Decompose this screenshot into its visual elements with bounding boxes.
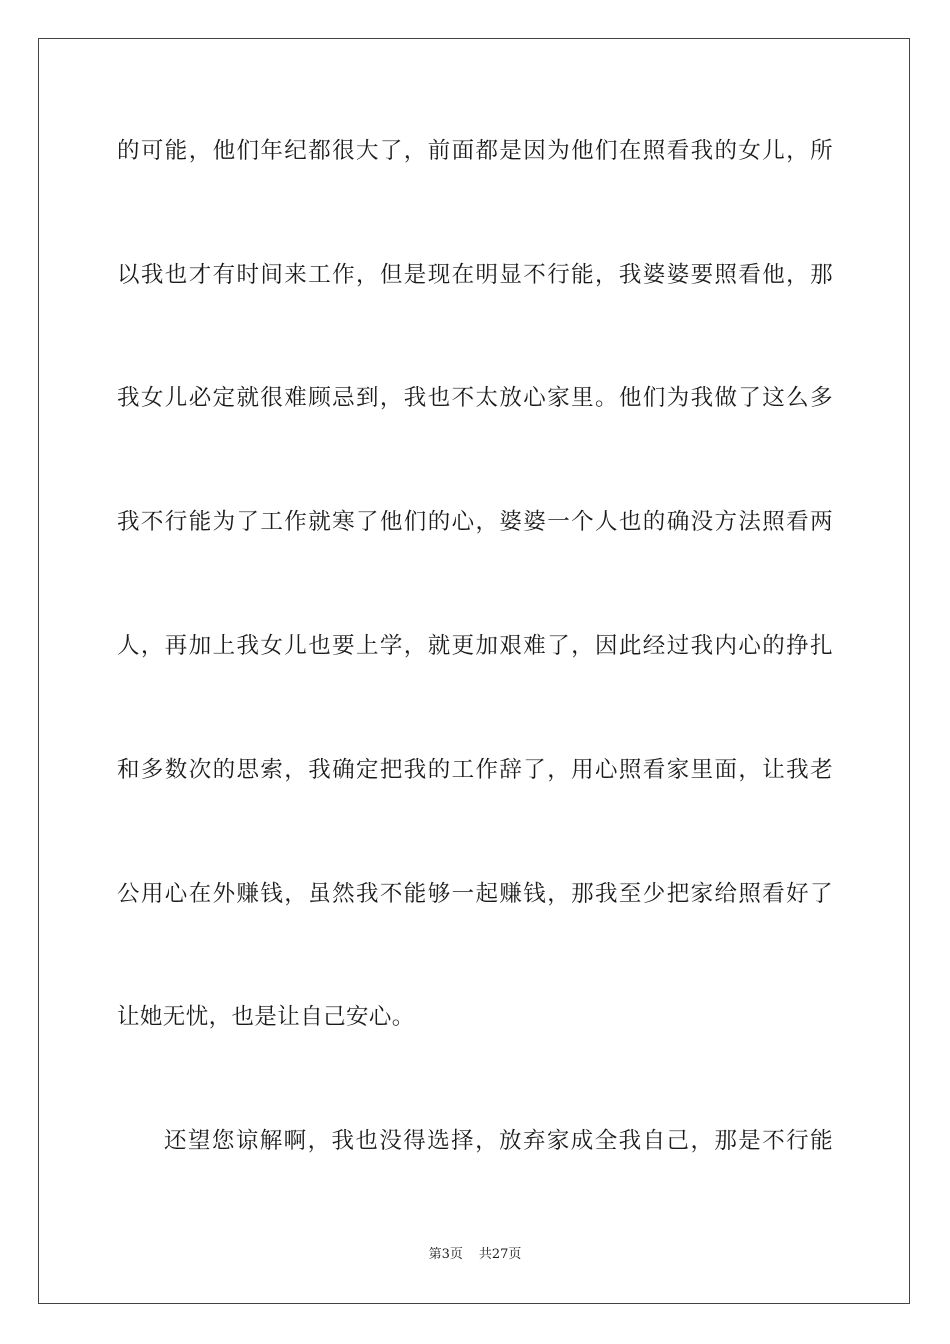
current-page-number: 第3页 bbox=[428, 1247, 463, 1262]
body-text-paragraph-start: 还望您谅解啊，我也没得选择，放弃家成全我自己，那是不行能 bbox=[164, 1128, 833, 1154]
body-text-line-4: 我不行能为了工作就寒了他们的心，婆婆一个人也的确没方法照看两 bbox=[117, 509, 833, 535]
body-text-line-7: 公用心在外赚钱，虽然我不能够一起赚钱，那我至少把家给照看好了 bbox=[117, 881, 833, 907]
page-footer bbox=[0, 1246, 950, 1264]
page-border bbox=[38, 38, 910, 1304]
total-page-count: 共27页 bbox=[478, 1247, 522, 1262]
body-text-line-6: 和多数次的思索，我确定把我的工作辞了，用心照看家里面，让我老 bbox=[117, 757, 833, 783]
body-text-line-8: 让她无忧，也是让自己安心。 bbox=[117, 1004, 415, 1030]
body-text-line-3: 我女儿必定就很难顾忌到，我也不太放心家里。他们为我做了这么多 bbox=[117, 385, 833, 411]
body-text-line-1: 的可能，他们年纪都很大了，前面都是因为他们在照看我的女儿，所 bbox=[117, 138, 833, 164]
body-text-line-5: 人，再加上我女儿也要上学，就更加艰难了，因此经过我内心的挣扎 bbox=[117, 633, 833, 659]
body-text-line-2: 以我也才有时间来工作，但是现在明显不行能，我婆婆要照看他，那 bbox=[117, 262, 833, 288]
